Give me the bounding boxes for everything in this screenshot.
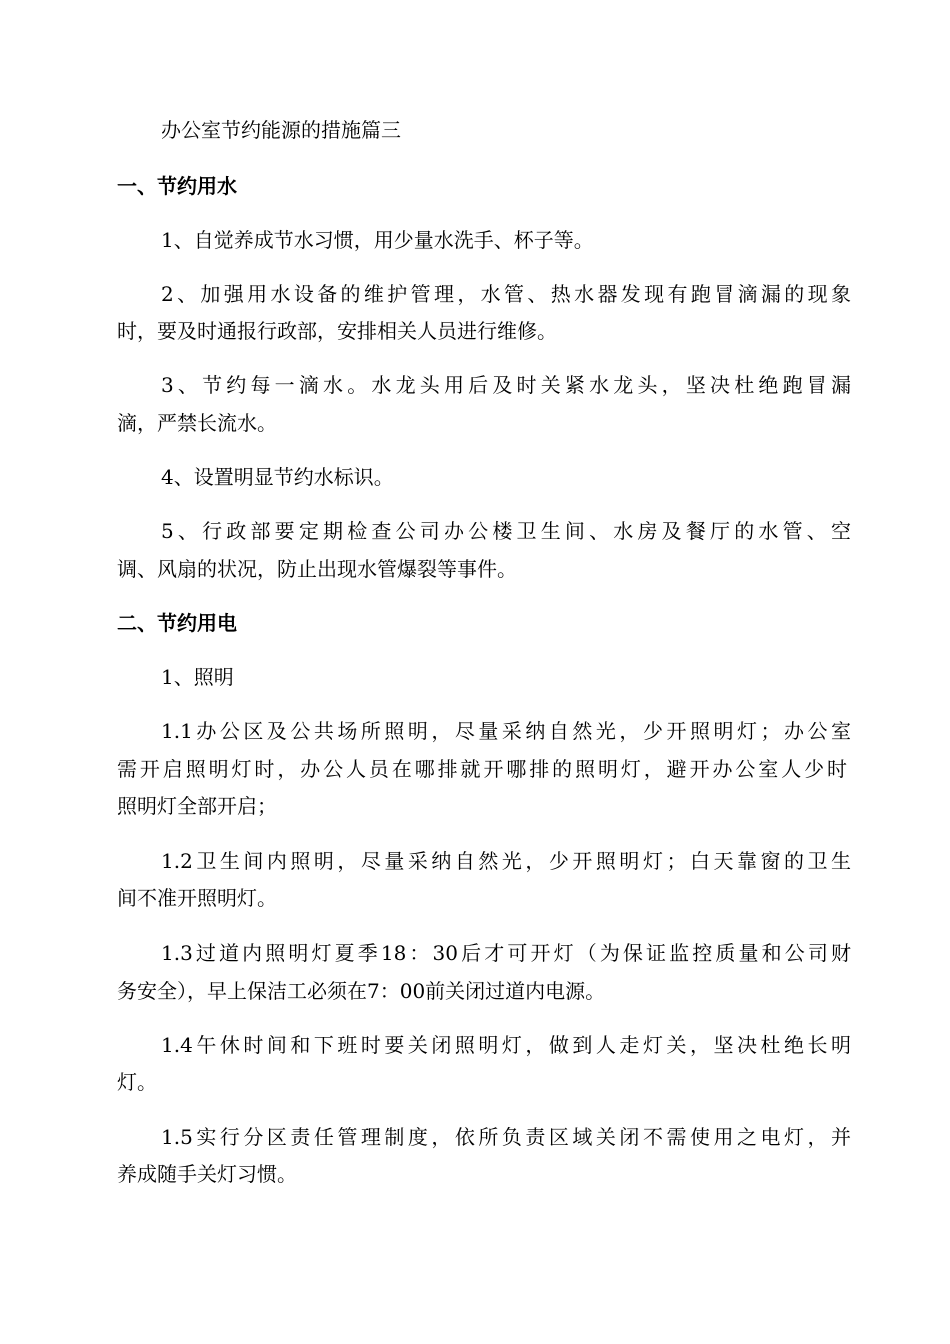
paragraph-1-1-line-1: 1.1办公区及公共场所照明，尽量采纳自然光，少开照明灯；办公室 xyxy=(161,719,851,743)
paragraph-1-2-line-1: 1.2卫生间内照明，尽量采纳自然光，少开照明灯；白天靠窗的卫生 xyxy=(161,849,851,873)
paragraph-1-2-line-2: 间不准开照明灯。 xyxy=(117,886,277,910)
paragraph-1-4-line-2: 灯。 xyxy=(117,1070,157,1094)
paragraph-1-4-line-1: 1.4午休时间和下班时要关闭照明灯，做到人走灯关，坚决杜绝长明 xyxy=(161,1033,851,1057)
paragraph-1-3-line-2: 务安全），早上保洁工必须在7：00前关闭过道内电源。 xyxy=(117,979,606,1003)
paragraph-water-4: 4、设置明显节约水标识。 xyxy=(161,465,394,489)
document-title: 办公室节约能源的措施篇三 xyxy=(161,118,401,142)
paragraph-1-5-line-2: 养成随手关灯习惯。 xyxy=(117,1162,297,1186)
paragraph-1-5-line-1: 1.5实行分区责任管理制度，依所负责区域关闭不需使用之电灯，并 xyxy=(161,1125,851,1149)
paragraph-1-3-line-1: 1.3过道内照明灯夏季18：30后才可开灯（为保证监控质量和公司财 xyxy=(161,941,851,965)
paragraph-water-5-line-2: 调、风扇的状况，防止出现水管爆裂等事件。 xyxy=(117,557,517,581)
paragraph-1-1-line-3: 照明灯全部开启； xyxy=(117,794,277,818)
paragraph-water-2-line-1: 2、加强用水设备的维护管理，水管、热水器发现有跑冒滴漏的现象 xyxy=(161,282,851,306)
paragraph-water-5-line-1: 5、行政部要定期检查公司办公楼卫生间、水房及餐厅的水管、空 xyxy=(161,519,851,543)
section-heading-water: 一、节约用水 xyxy=(117,174,237,198)
section-heading-electricity: 二、节约用电 xyxy=(117,611,237,635)
paragraph-water-1: 1、自觉养成节水习惯，用少量水洗手、杯子等。 xyxy=(161,228,594,252)
paragraph-water-2-line-2: 时，要及时通报行政部，安排相关人员进行维修。 xyxy=(117,319,557,343)
paragraph-water-3-line-2: 滴，严禁长流水。 xyxy=(117,411,277,435)
paragraph-1-1-line-2: 需开启照明灯时，办公人员在哪排就开哪排的照明灯，避开办公室人少时 xyxy=(117,757,847,781)
subsection-lighting: 1、照明 xyxy=(161,665,234,689)
paragraph-water-3-line-1: 3、节约每一滴水。水龙头用后及时关紧水龙头，坚决杜绝跑冒漏 xyxy=(161,373,851,397)
